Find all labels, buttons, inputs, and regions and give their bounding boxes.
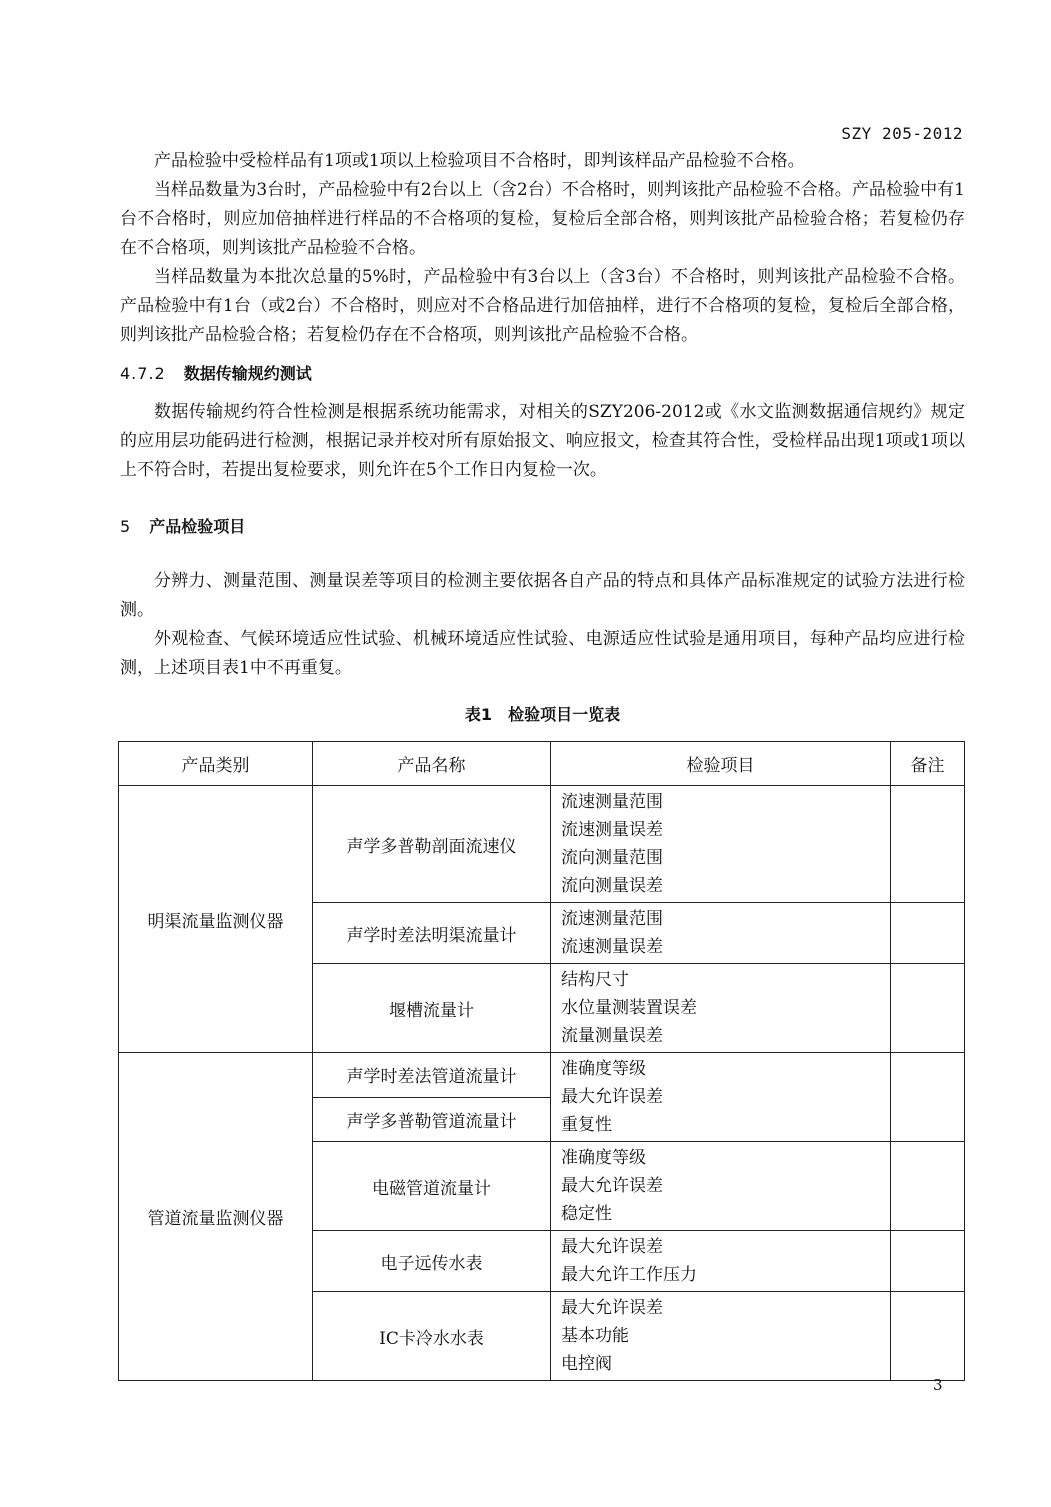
item-line: 流速测量范围: [561, 909, 663, 929]
item-line: 流向测量范围: [561, 848, 663, 868]
header-name: 产品名称: [313, 742, 551, 786]
items-cell: [551, 1053, 891, 1142]
table-row: [119, 786, 965, 903]
product-name-cell: 声学时差法明渠流量计: [313, 903, 551, 964]
item-line: 稳定性: [561, 1204, 612, 1224]
item-line: 流速测量误差: [561, 820, 663, 840]
paragraph: 外观检查、气候环境适应性试验、机械环境适应性试验、电源适应性试验是通用项目，每种产品均应进行检测，上述项目表1中不再重复。: [120, 629, 965, 678]
product-name-cell: 声学时差法管道流量计: [313, 1053, 551, 1098]
product-name-cell: 声学多普勒管道流量计: [313, 1097, 551, 1142]
item-line: 流向测量误差: [561, 876, 663, 896]
section-heading-4-7-2: [120, 362, 965, 386]
header-remarks: 备注: [891, 742, 965, 786]
item-line: 结构尺寸: [561, 970, 629, 990]
header-category: 产品类别: [119, 742, 313, 786]
paragraph: 当样品数量为3台时，产品检验中有2台以上（含2台）不合格时，则判该批产品检验不合格。产品检验中有1台不合格时，则应加倍抽样进行样品的不合格项的复检，复检后全部合格，则判该批产品检验合格；若复检仍存在不合格项，则判该批产品检验不合格。: [120, 180, 965, 258]
section-number: 4.7.2: [120, 364, 166, 383]
product-name-cell: 堰槽流量计: [313, 964, 551, 1053]
item-line: 水位量测装置误差: [561, 998, 697, 1018]
items-cell: [551, 1231, 891, 1292]
category-cell: 管道流量监测仪器: [119, 1053, 313, 1381]
item-line: 准确度等级: [561, 1148, 646, 1168]
section-title: 数据传输规约测试: [183, 364, 312, 383]
item-line: 最大允许误差: [561, 1087, 663, 1107]
item-line: 最大允许工作压力: [561, 1265, 697, 1285]
page-number: 3: [933, 1376, 943, 1394]
table-caption-title: 检验项目一览表: [508, 705, 621, 724]
item-line: 准确度等级: [561, 1059, 646, 1079]
remarks-cell: [891, 1231, 965, 1292]
items-cell: [551, 786, 891, 903]
remarks-cell: [891, 1053, 965, 1142]
item-line: 重复性: [561, 1115, 612, 1135]
item-line: 流速测量误差: [561, 937, 663, 957]
inspection-items-table: [118, 741, 965, 1381]
remarks-cell: [891, 903, 965, 964]
document-body: [120, 147, 965, 1381]
section-number: 5: [120, 517, 132, 536]
item-line: 最大允许误差: [561, 1237, 663, 1257]
item-line: 流量测量误差: [561, 1026, 663, 1046]
items-cell: [551, 903, 891, 964]
item-line: 最大允许误差: [561, 1176, 663, 1196]
section-heading-5: [120, 515, 965, 539]
remarks-cell: [891, 786, 965, 903]
table-header-row: [119, 742, 965, 786]
item-line: 电控阀: [561, 1354, 612, 1374]
product-name-cell: IC卡冷水水表: [313, 1292, 551, 1381]
product-name-cell: 声学多普勒剖面流速仪: [313, 786, 551, 903]
table-row: [119, 1053, 965, 1098]
paragraph: 当样品数量为本批次总量的5%时，产品检验中有3台以上（含3台）不合格时，则判该批产品检验不合格。产品检验中有1台（或2台）不合格时，则应对不合格品进行加倍抽样，进行不合格项的复检，复检后全部合格，则判该批产品检验合格；若复检仍存在不合格项，则判该批产品检验不合格。: [120, 267, 965, 345]
paragraph: 分辨力、测量范围、测量误差等项目的检测主要依据各自产品的特点和具体产品标准规定的试验方法进行检测。: [120, 571, 965, 620]
section-title: 产品检验项目: [149, 517, 246, 536]
item-line: 基本功能: [561, 1326, 629, 1346]
items-cell: [551, 1142, 891, 1231]
item-line: 流速测量范围: [561, 792, 663, 812]
remarks-cell: [891, 1142, 965, 1231]
remarks-cell: [891, 964, 965, 1053]
remarks-cell: [891, 1292, 965, 1381]
items-cell: [551, 1292, 891, 1381]
paragraph: 数据传输规约符合性检测是根据系统功能需求，对相关的SZY206-2012或《水文监测数据通信规约》规定的应用层功能码进行检测，根据记录并校对所有原始报文、响应报文，检查其符合性，受检样品出现1项或1项以上不符合时，若提出复检要求，则允许在5个工作日内复检一次。: [120, 402, 965, 480]
product-name-cell: 电磁管道流量计: [313, 1142, 551, 1231]
items-cell: [551, 964, 891, 1053]
table-caption: [120, 705, 965, 725]
paragraph: 产品检验中受检样品有1项或1项以上检验项目不合格时，即判该样品产品检验不合格。: [154, 151, 805, 171]
category-cell: 明渠流量监测仪器: [119, 786, 313, 1053]
table-caption-number: 表1: [464, 705, 493, 724]
standard-code: SZY 205-2012: [841, 124, 963, 143]
header-items: 检验项目: [551, 742, 891, 786]
item-line: 最大允许误差: [561, 1298, 663, 1318]
product-name-cell: 电子远传水表: [313, 1231, 551, 1292]
